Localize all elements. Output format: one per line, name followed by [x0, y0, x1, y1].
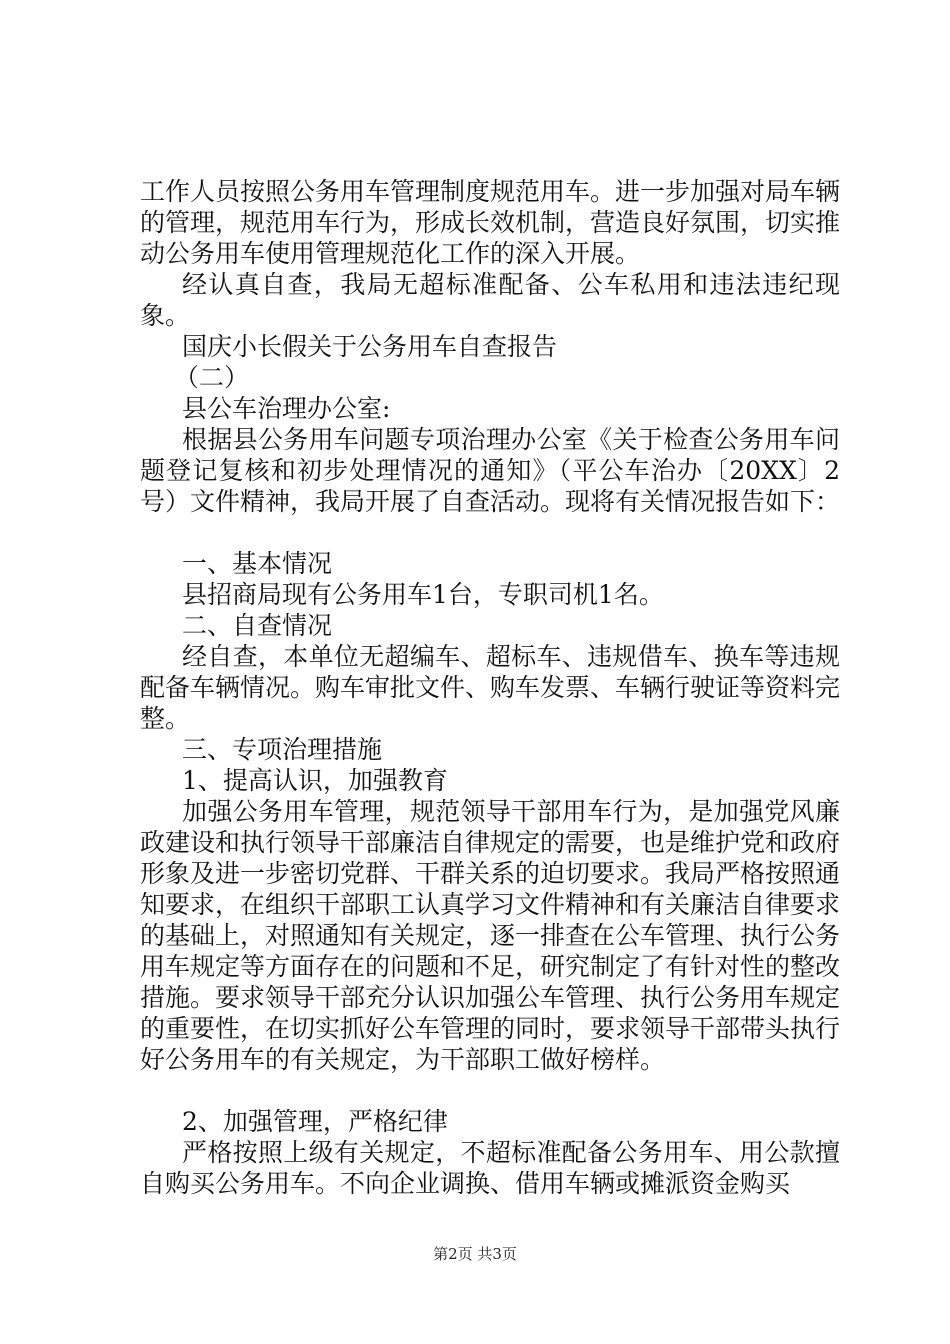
paragraph-management: 严格按照上级有关规定，不超标准配备公务用车、用公款擅自购买公务用车。不向企业调换、借用车辆或摊派资金购买 — [140, 1138, 840, 1198]
paragraph-self-check-detail: 经自查，本单位无超编车、超标车、违规借车、换车等违规配备车辆情况。购车审批文件、购车发票、车辆行驶证等资料完整。 — [140, 642, 841, 733]
report-addressee: 县公车治理办公室: — [182, 394, 391, 423]
subheading-management: 2、加强管理，严格纪律 — [182, 1107, 448, 1136]
report-subtitle: （二） — [174, 363, 250, 392]
paragraph-spacer — [140, 1075, 840, 1106]
page-number-footer: 第2页 共3页 — [433, 1245, 517, 1263]
paragraph-spacer — [140, 517, 840, 548]
paragraph-basic-situation: 县招商局现有公务用车1台，专职司机1名。 — [182, 580, 664, 609]
section-heading-measures: 三、专项治理措施 — [182, 735, 383, 764]
paragraph-awareness: 加强公务用车管理，规范领导干部用车行为，是加强党风廉政建设和执行领导干部廉洁自律规定的需要，也是维护党和政府形象及进一步密切党群、干群关系的迫切要求。我局严格按照通知要求，在组织干部职工认真学习文件精神和有关廉洁自律要求的基础上，对照通知有关规定，逐一排查在公车管理、执行公务用车规定等方面存在的问题和不足，研究制定了有针对性的整改措施。要求领导干部充分认识加强公车管理、执行公务用车规定的重要性，在切实抓好公车管理的同时，要求领导干部带头执行好公务用车的有关规定，为干部职工做好榜样。 — [140, 797, 841, 1074]
section-heading-basic: 一、基本情况 — [182, 549, 333, 578]
subheading-awareness: 1、提高认识，加强教育 — [182, 766, 448, 795]
document-body — [140, 176, 840, 1199]
report-title: 国庆小长假关于公务用车自查报告 — [182, 332, 558, 361]
paragraph-self-check-result: 经认真自查，我局无超标准配备、公车私用和违法违纪现象。 — [140, 270, 840, 330]
paragraph-introduction: 根据县公务用车问题专项治理办公室《关于检查公务用车问题登记复核和初步处理情况的通知》（平公车治办〔20XX〕2号）文件精神，我局开展了自查活动。现将有关情况报告如下： — [140, 425, 841, 516]
section-heading-self-check: 二、自查情况 — [182, 611, 333, 640]
paragraph-vehicle-usage: 工作人员按照公务用车管理制度规范用车。进一步加强对局车辆的管理，规范用车行为，形成长效机制，营造良好氛围，切实推动公务用车使用管理规范化工作的深入开展。 — [140, 177, 841, 268]
